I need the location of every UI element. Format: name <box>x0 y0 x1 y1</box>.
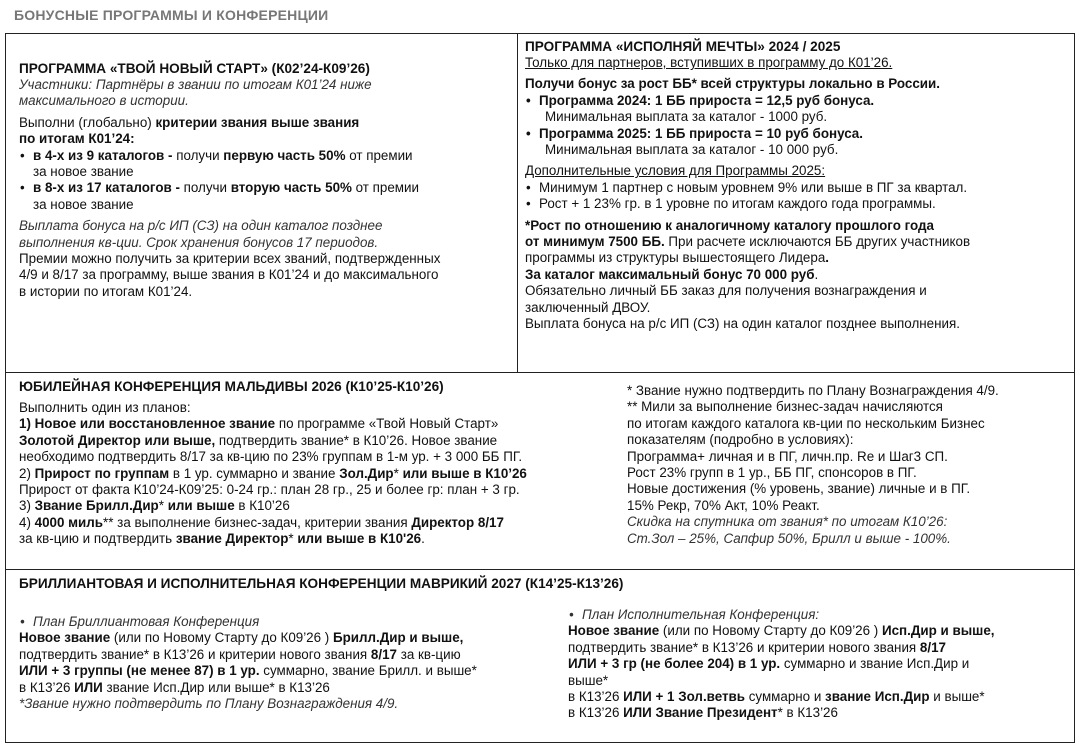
maldives-panel <box>5 372 1075 570</box>
b1-text: получи <box>176 147 224 163</box>
dream-growth-2-bold: от минимум 7500 ББ. <box>525 234 665 250</box>
l2-bold: 8/17 <box>370 646 397 662</box>
p4-bold: 4000 миль <box>34 514 104 530</box>
p4-bold-2: Директор 8/17 <box>411 514 504 530</box>
p4-text-2: за кв-цию и подтвердить <box>19 531 176 547</box>
p1-text-2: подтвердить звание* в К10’26. Новое звание <box>215 432 498 448</box>
p2-bold-2: Зол.Дир <box>339 465 394 481</box>
participants-line-1: Участники: Партнёры в звании по итогам К01’24 ниже <box>19 77 372 92</box>
dream-max-bonus <box>525 267 1074 283</box>
dream-extra-2: • Рост + 1 23% гр. в 1 уровне по итогам каждого года программы. <box>525 196 1074 212</box>
criteria-intro-text: Выполни (глобально) <box>19 114 156 130</box>
mauritius-right <box>568 607 994 722</box>
discount-1: Скидка на спутника от звания* по итогам К10’26: <box>627 514 948 530</box>
p4-star: * <box>288 531 298 547</box>
l2-text: подтвердить звание* в К13’26 и критерии нового звания <box>19 646 371 662</box>
dream-2025-min: Минимальная выплата за каталог - 10 000 руб. <box>545 142 839 158</box>
r5-text-2: суммарно и <box>745 689 826 705</box>
p2-star: * <box>393 465 403 481</box>
r5-bold: ИЛИ + 1 Зол.ветвь <box>623 689 746 705</box>
maldives-title: ЮБИЛЕЙНАЯ КОНФЕРЕНЦИЯ МАЛЬДИВЫ 2026 (К10’25-К10’26) <box>19 379 444 394</box>
r3-bold: ИЛИ + 3 гр (не более 204) в 1 ур. <box>568 656 781 672</box>
maldives-plan-2b: Прирост от факта К10’24-К09’25: 0-24 гр.: план 28 гр., 25 и более гр: план + 3 гр. <box>19 482 520 498</box>
dream-title: ПРОГРАММА «ИСПОЛНЯЙ МЕЧТЫ» 2024 / 2025 <box>525 39 841 54</box>
note-1: * Звание нужно подтвердить по Плану Вознаграждения 4/9. <box>627 383 999 398</box>
dream-panel <box>517 33 1075 373</box>
r6-text: в К13’26 <box>568 705 624 721</box>
p3-text: в К10’26 <box>234 498 290 514</box>
p4-dot: . <box>421 531 425 547</box>
p2-bold: Прирост по группам <box>34 465 170 481</box>
r3-text: суммарно и звание Исп.Дир и <box>780 656 970 672</box>
p1-bold: Новое или восстановленное звание <box>34 416 276 432</box>
dream-growth-2 <box>525 234 1074 250</box>
note-7: Новые достижения (% уровень, звание) личные и в ПГ. <box>627 481 971 497</box>
r1-text: (или по Новому Старту до К09’26 ) <box>659 623 882 639</box>
mauritius-panel <box>5 569 1075 743</box>
new-start-title: ПРОГРАММА «ТВОЙ НОВЫЙ СТАРТ» (К02’24-К09’26) <box>19 61 370 76</box>
l2-text-2: за кв-цию <box>396 646 461 662</box>
left-note: *Звание нужно подтвердить по Плану Вознаграждения 4/9. <box>19 696 399 712</box>
dream-extra-1: • Минимум 1 партнер с новым уровнем 9% или выше в ПГ за квартал. <box>525 180 1074 196</box>
b2-bold-2: вторую часть 50% <box>230 180 352 196</box>
p3-star: * <box>158 498 168 514</box>
dream-program-2024: • Программа 2024: 1 ББ прироста = 12,5 руб бонуса. <box>525 93 1074 109</box>
b1-continuation: за новое звание <box>33 164 134 180</box>
dream-order-1: Обязательно личный ББ заказ для получения вознаграждения и <box>525 283 927 299</box>
dream-get-bonus: Получи бонус за рост ББ* всей структуры локально в России. <box>525 76 940 92</box>
right-line-5 <box>568 689 994 705</box>
dream-only: Только для партнеров, вступивших в программу до К01’26. <box>525 55 893 70</box>
new-start-panel <box>5 33 518 373</box>
maldives-plan-1c: необходимо подтвердить 8/17 за кв-цию по 23% группам в 1-м ур. + 3 000 ББ ПГ. <box>19 449 523 465</box>
dream-program-2025: • Программа 2025: 1 ББ прироста = 10 руб бонуса. <box>525 126 1074 142</box>
plan-brilliant: • План Бриллиантовая Конференция <box>19 614 477 630</box>
left-line-1 <box>19 630 477 646</box>
p2-text: в 1 ур. суммарно и звание <box>169 465 340 481</box>
l1-text: (или по Новому Старту до К09’26 ) <box>110 630 333 646</box>
r2-bold: 8/17 <box>919 639 946 655</box>
maldives-intro: Выполнить один из планов: <box>19 400 191 415</box>
right-line-1 <box>568 623 994 639</box>
r5-text-3: и выше* <box>929 689 985 705</box>
dream-max-bonus-dot: . <box>814 266 819 282</box>
dream-growth-3-text: программы из структуры вышестоящего Лидера <box>525 250 826 266</box>
l3-bold: ИЛИ + 3 группы (не менее 87) в 1 ур. <box>19 663 260 679</box>
dream-growth-3 <box>525 250 1074 266</box>
b2-bold: в 8-х из 17 каталогов - <box>33 180 184 196</box>
l4-text-2: звание Исп.Дир или выше* в К13’26 <box>102 679 330 695</box>
criteria-intro-bold: критерии звания выше звания <box>155 114 360 130</box>
left-line-4 <box>19 680 477 696</box>
dream-payout: Выплата бонуса на р/с ИП (СЗ) на один каталог позднее выполнения. <box>525 316 960 332</box>
dream-growth-2-text: При расчете исключаются ББ других участников <box>664 234 971 250</box>
premium-line-1: Премии можно получить за критерии всех званий, подтвержденных <box>19 251 441 267</box>
left-line-2 <box>19 647 477 663</box>
mauritius-left <box>19 614 477 712</box>
premium-line-2: 4/9 и 8/17 за программу, выше звания в К01’24 и до максимального <box>19 267 439 283</box>
page-title: БОНУСНЫЕ ПРОГРАММЫ И КОНФЕРЕНЦИИ <box>14 7 329 23</box>
p2-bold-3: или выше в К10’26 <box>402 465 527 481</box>
maldives-notes <box>627 383 999 547</box>
dream-order-2: заключенный ДВОУ. <box>525 299 651 315</box>
b2-continuation: за новое звание <box>33 196 134 212</box>
right-line-2 <box>568 640 994 656</box>
left-line-3 <box>19 663 477 679</box>
dream-2024-min: Минимальная выплата за каталог - 1000 руб. <box>545 109 828 125</box>
b1-bold-2: первую часть 50% <box>223 147 346 163</box>
mauritius-title: БРИЛЛИАНТОВАЯ И ИСПОЛНИТЕЛЬНАЯ КОНФЕРЕНЦИИ МАВРИКИЙ 2027 (К14’25-К13’26) <box>19 576 624 591</box>
payout-line-1: Выплата бонуса на р/с ИП (СЗ) на один каталог позднее <box>19 218 383 234</box>
r2-text: подтвердить звание* в К13’26 и критерии нового звания <box>568 639 920 655</box>
r5-bold-2: звание Исп.Дир <box>825 689 930 705</box>
r5-text: в К13’26 <box>568 689 624 705</box>
l1-bold-2: Брилл.Дир и выше, <box>332 630 464 646</box>
l3-text: суммарно, звание Брилл. и выше* <box>259 663 477 679</box>
p3-num: 3) <box>19 498 35 514</box>
b1-text-2: от премии <box>345 147 413 163</box>
dream-max-bonus-bold: За каталог максимальный бонус 70 000 руб <box>525 266 815 282</box>
p1-text: по программе «Твой Новый Старт» <box>275 416 499 432</box>
note-4: показателям (подробно в условиях): <box>627 432 854 448</box>
p2-num: 2) <box>19 465 35 481</box>
participants-line-2: максимального в истории. <box>19 93 189 109</box>
l4-bold: ИЛИ <box>74 679 103 695</box>
p1-bold-2: Золотой Директор или выше, <box>19 432 216 448</box>
bullet-4-of-9 <box>19 148 517 164</box>
r6-bold: ИЛИ Звание Президент <box>623 705 778 721</box>
dream-growth-3-dot: . <box>825 250 830 266</box>
r1-bold: Новое звание <box>568 623 660 639</box>
right-line-6 <box>568 705 994 721</box>
note-8: 15% Рекр, 70% Акт, 10% Реакт. <box>627 497 820 513</box>
p4-num: 4) <box>19 514 35 530</box>
b1-bold: в 4-х из 9 каталогов - <box>33 147 177 163</box>
plan-executive: • План Исполнительная Конференция: <box>568 607 994 623</box>
note-2: ** Мили за выполнение бизнес-задач начисляются <box>627 399 943 415</box>
criteria-intro <box>19 115 517 131</box>
b2-text-2: от премии <box>351 180 419 196</box>
right-line-3 <box>568 656 994 672</box>
note-5: Программа+ личная и в ПГ, личн.пр. Re и Шаг3 СП. <box>627 448 948 464</box>
r1-bold-2: Исп.Дир и выше, <box>881 623 995 639</box>
payout-line-2: выполнения кв-ции. Срок хранения бонусов 17 периодов. <box>19 234 379 250</box>
p4-bold-4: или выше в К10'26 <box>297 531 422 547</box>
right-line-4: выше* <box>568 672 609 688</box>
note-3: по итогам каждого каталога кв-ции по нескольким Бизнес <box>627 415 985 431</box>
p4-text: ** за выполнение бизнес-задач, критерии звания <box>103 514 412 530</box>
r6-text-2: * в К13’26 <box>777 705 838 721</box>
note-6: Рост 23% групп в 1 ур., ББ ПГ, спонсоров в ПГ. <box>627 465 917 481</box>
p3-bold-2: или выше <box>167 498 235 514</box>
l1-bold: Новое звание <box>19 630 111 646</box>
p4-bold-3: звание Директор <box>175 531 289 547</box>
discount-2: Ст.Зол – 25%, Сапфир 50%, Брилл и выше - 100%. <box>627 530 951 546</box>
premium-line-3: в истории по итогам К01’24. <box>19 283 193 299</box>
p3-bold: Звание Брилл.Дир <box>34 498 159 514</box>
p1-num: 1) <box>19 416 35 432</box>
bullet-8-of-17 <box>19 180 517 196</box>
b2-text: получи <box>183 180 231 196</box>
dream-extra-title: Дополнительные условия для Программы 2025: <box>525 163 826 179</box>
l4-text: в К13’26 <box>19 679 75 695</box>
dream-growth-1: *Рост по отношению к аналогичному каталогу прошлого года <box>525 217 934 233</box>
criteria-intro-period: по итогам К01’24: <box>19 131 135 147</box>
